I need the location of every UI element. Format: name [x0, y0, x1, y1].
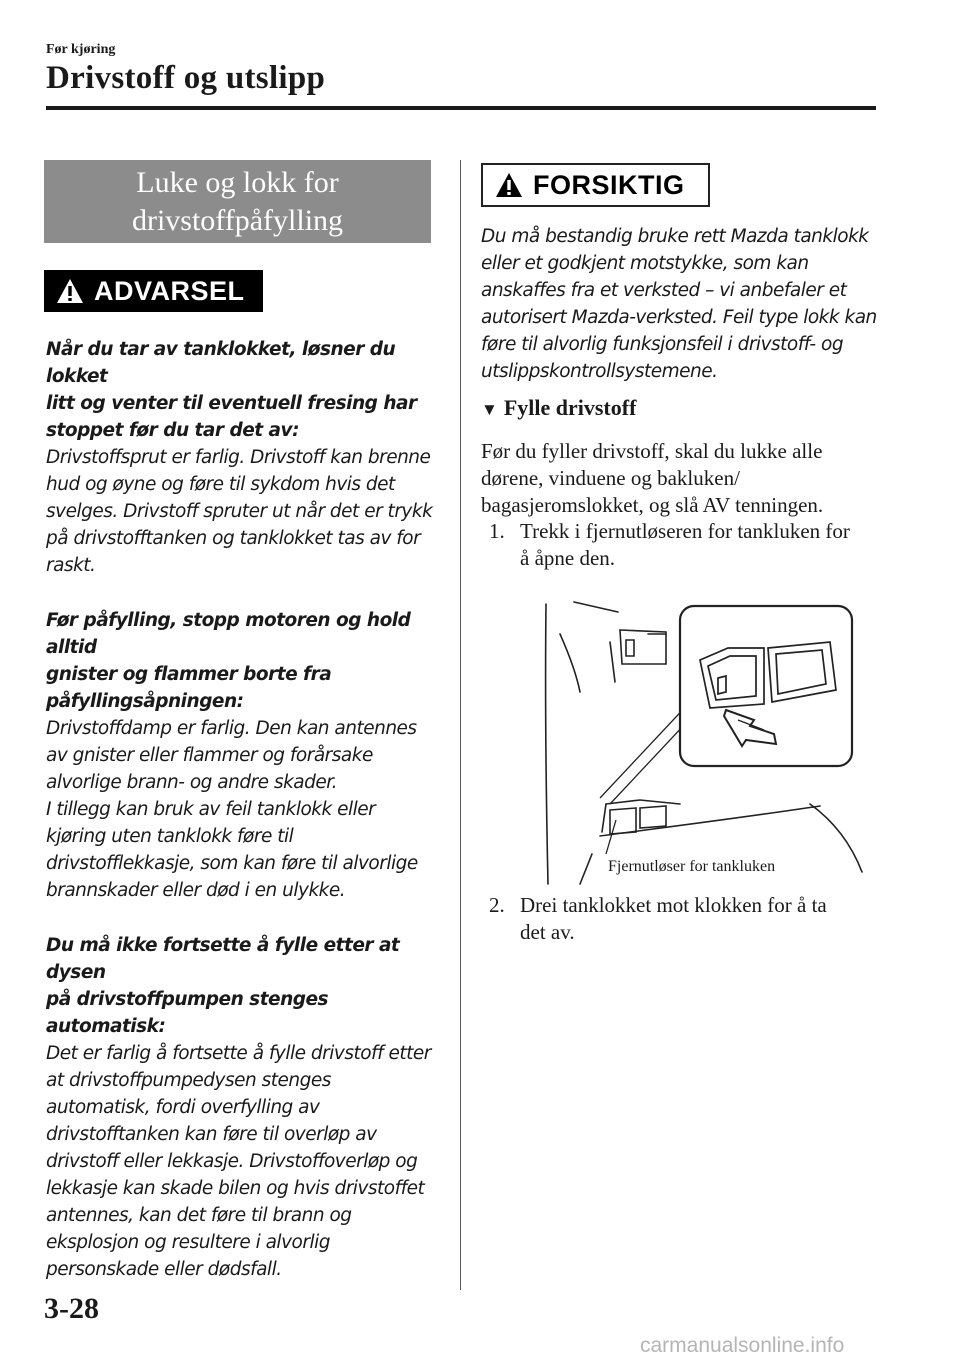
step-line: Drei tanklokket mot klokken for å ta [520, 893, 827, 917]
warning-body-line: eksplosjon og resultere i alvorlig [46, 1232, 330, 1253]
procedure-heading [481, 395, 636, 421]
caution-badge [481, 163, 710, 207]
page-number: 3-28 [44, 1292, 99, 1325]
caution-body-line: og utslippskontrollsystemene. [481, 334, 844, 382]
triangle-down-icon: ▼ [481, 400, 498, 419]
warning-body-line: hud og øyne og føre til sykdom hvis det [46, 474, 395, 495]
caution-body-line: et autorisert Mazda-verksted. Feil type lokk [481, 280, 847, 328]
banner-line-2: drivstoffpåfylling [131, 204, 344, 237]
warning-triangle-icon [495, 172, 523, 198]
page-title: Drivstoff og utslipp [46, 60, 326, 96]
warning-body-line: automatisk, fordi overfylling av [46, 1097, 320, 1118]
warning-body-line: antennes, kan det føre til brann og [46, 1205, 352, 1226]
step-line: det av. [520, 920, 575, 944]
warning-body-line: Det er farlig å fortsette å fylle drivstoff etter [46, 1043, 431, 1064]
intro-line: Før du fyller drivstoff, skal du lukke alle [481, 439, 823, 463]
warning-body-line: I tillegg kan bruk av feil tanklokk eller [46, 799, 376, 820]
warning-heading-line: på drivstoffpumpen stenges automatisk: [46, 989, 329, 1037]
caution-label: FORSIKTIG [533, 169, 685, 200]
banner-line-1: Luke og lokk for [136, 166, 339, 199]
warning-heading-line: gnister og flammer borte fra [46, 664, 332, 685]
warning-heading-line: Når du tar av tanklokket, løsner du lokket [46, 339, 396, 387]
step-text [520, 892, 885, 946]
warning-heading-line: Du må ikke fortsette å fylle etter at dysen [46, 935, 400, 983]
warning-body-line: raskt. [46, 555, 96, 576]
warning-paragraph [46, 932, 438, 1283]
warning-body-line: lekkasje kan skade bilen og hvis drivstoffet [46, 1178, 425, 1199]
warning-body-line: svelges. Drivstoff spruter ut når det er trykk [46, 501, 433, 522]
warning-body-line: på drivstofftanken og tanklokket tas av for [46, 528, 421, 549]
fuel-lid-release-illustration [540, 592, 880, 886]
warning-text [46, 336, 438, 1311]
warning-body-line: drivstofftanken kan føre til overløp av [46, 1124, 377, 1145]
step-line: Trekk i fjernutløseren for tankluken for [520, 519, 850, 543]
warning-body-line: Drivstoffdamp er farlig. Den kan antennes [46, 718, 417, 739]
warning-badge [44, 270, 263, 312]
figure-caption: Fjernutløser for tankluken [608, 858, 776, 875]
caution-body-line: kan føre til alvorlig funksjonsfeil i drivstoff- [481, 307, 877, 355]
warning-body-line: Drivstoffsprut er farlig. Drivstoff kan brenne [46, 447, 431, 468]
warning-paragraph [46, 336, 438, 579]
procedure-heading-text: Fylle drivstoff [503, 395, 637, 420]
caution-body-line: kan anskaffes fra et verksted – vi anbefaler [481, 253, 824, 301]
caution-body-line: Du må bestandig bruke rett Mazda [481, 226, 789, 247]
header-rule [46, 106, 876, 110]
column-divider [460, 160, 461, 1290]
warning-triangle-icon [56, 278, 84, 304]
warning-body-line: personskade eller dødsfall. [46, 1259, 282, 1280]
warning-heading-line: påfyllingsåpningen: [46, 691, 244, 712]
warning-heading-line: Før påfylling, stopp motoren og hold alltid [46, 610, 411, 658]
warning-body-line: drivstoff eller lekkasje. Drivstoffoverløp og [46, 1151, 418, 1172]
section-banner [44, 160, 431, 243]
warning-body-line: av gnister eller flammer og forårsake [46, 745, 373, 766]
warning-paragraph [46, 607, 438, 904]
step-text [520, 518, 885, 572]
section-label: Før kjøring [46, 42, 116, 57]
step-line: å åpne den. [520, 546, 616, 570]
step-number: 1. [489, 519, 505, 543]
warning-body-line: at drivstoffpumpedysen stenges [46, 1070, 331, 1091]
warning-label: ADVARSEL [94, 275, 245, 306]
warning-body-line: alvorlige brann- og andre skader. [46, 772, 338, 793]
step-number: 2. [489, 893, 505, 917]
warning-body-line: brannskader eller død i en ulykke. [46, 880, 346, 901]
intro-line: bagasjeromslokket, og slå AV tenningen. [481, 493, 824, 517]
warning-heading-line: litt og venter til eventuell fresing har [46, 393, 417, 414]
warning-body-line: drivstofflekkasje, som kan føre til alvorlige [46, 853, 418, 874]
procedure-intro [481, 438, 881, 519]
intro-line: dørene, vinduene og bakluken/ [481, 466, 740, 490]
watermark: carmanualsonline.info [640, 1334, 845, 1357]
caution-body-line: tanklokk eller et godkjent motstykke, som [481, 226, 869, 274]
warning-body-line: kjøring uten tanklokk føre til [46, 826, 294, 847]
warning-heading-line: stoppet før du tar det av: [46, 420, 299, 441]
caution-text [481, 223, 881, 385]
